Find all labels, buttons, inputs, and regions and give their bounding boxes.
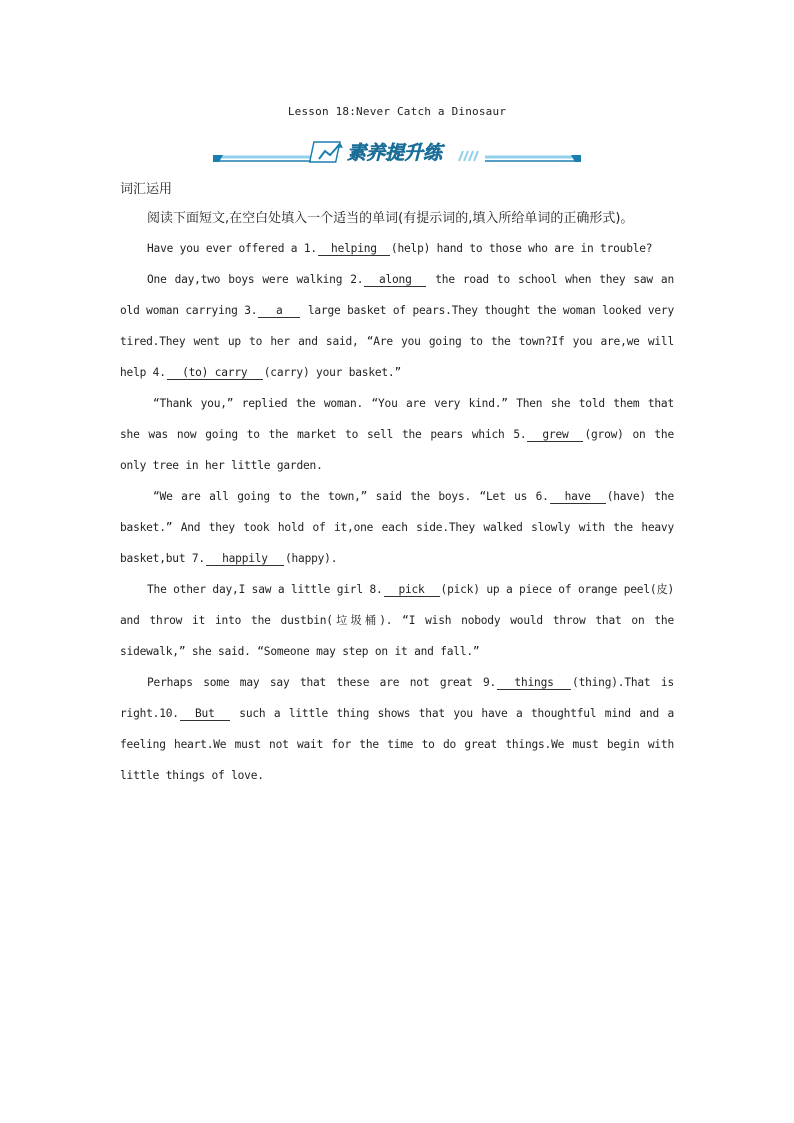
answer-blank-5: grew [527,428,583,442]
banner-left-line [213,155,311,162]
banner-text: 素养提升练 [347,142,443,164]
paragraph-5: The other day,I saw a little girl 8. pick (pick) up a piece of orange peel(皮) and throw it into the dustbin(垃圾桶). “I wish nobody would throw that on the sidewalk,” she said. “Someone may step on it and fall.” [120,583,674,658]
section-label: 词汇运用 [120,182,173,197]
banner-stripes [459,151,478,161]
answer-blank-7: happily [206,552,284,566]
answer-blank-6: have [550,490,606,504]
cloze-passage [120,233,674,791]
instruction-text: 阅读下面短文,在空白处填入一个适当的单词(有提示词的,填入所给单词的正确形式)。 [147,211,634,226]
trend-arrow-icon [310,142,343,162]
paragraph-2: One day,two boys were walking 2. along the road to school when they saw an old woman carrying 3. a large basket of pears.They thought the woman looked very tired.They went up to her and said, “Are you going to the town?If you are,we will help 4. (to) carry (carry) your basket.” [120,273,674,379]
answer-blank-8: pick [384,583,440,597]
answer-blank-2: along [364,273,426,287]
answer-blank-4: (to) carry [167,366,263,380]
banner-header [213,137,581,165]
answer-blank-1: helping [318,242,390,256]
paragraph-1: Have you ever offered a 1. helping (help) hand to those who are in trouble? [147,242,653,255]
paragraph-3: “Thank you,” replied the woman. “You are very kind.” Then she told them that she was now going to the market to sell the pears which 5. grew (grow) on the only tree in her little garden. [120,397,674,472]
answer-blank-10: But [180,707,230,721]
page-title: Lesson 18:Never Catch a Dinosaur [287,105,507,118]
paragraph-4: “We are all going to the town,” said the boys. “Let us 6. have (have) the basket.” And they took hold of it,one each side.They walked slowly with the heavy basket,but 7. happily (happy). [120,490,674,565]
banner-right-line [485,155,581,162]
answer-blank-3: a [258,304,300,318]
paragraph-6: Perhaps some may say that these are not great 9. things (thing).That is right.10. But such a little thing shows that you have a thoughtful mind and a feeling heart.We must not wait for the time to do great things.We must begin with little things of love. [120,676,674,782]
answer-blank-9: things [497,676,571,690]
